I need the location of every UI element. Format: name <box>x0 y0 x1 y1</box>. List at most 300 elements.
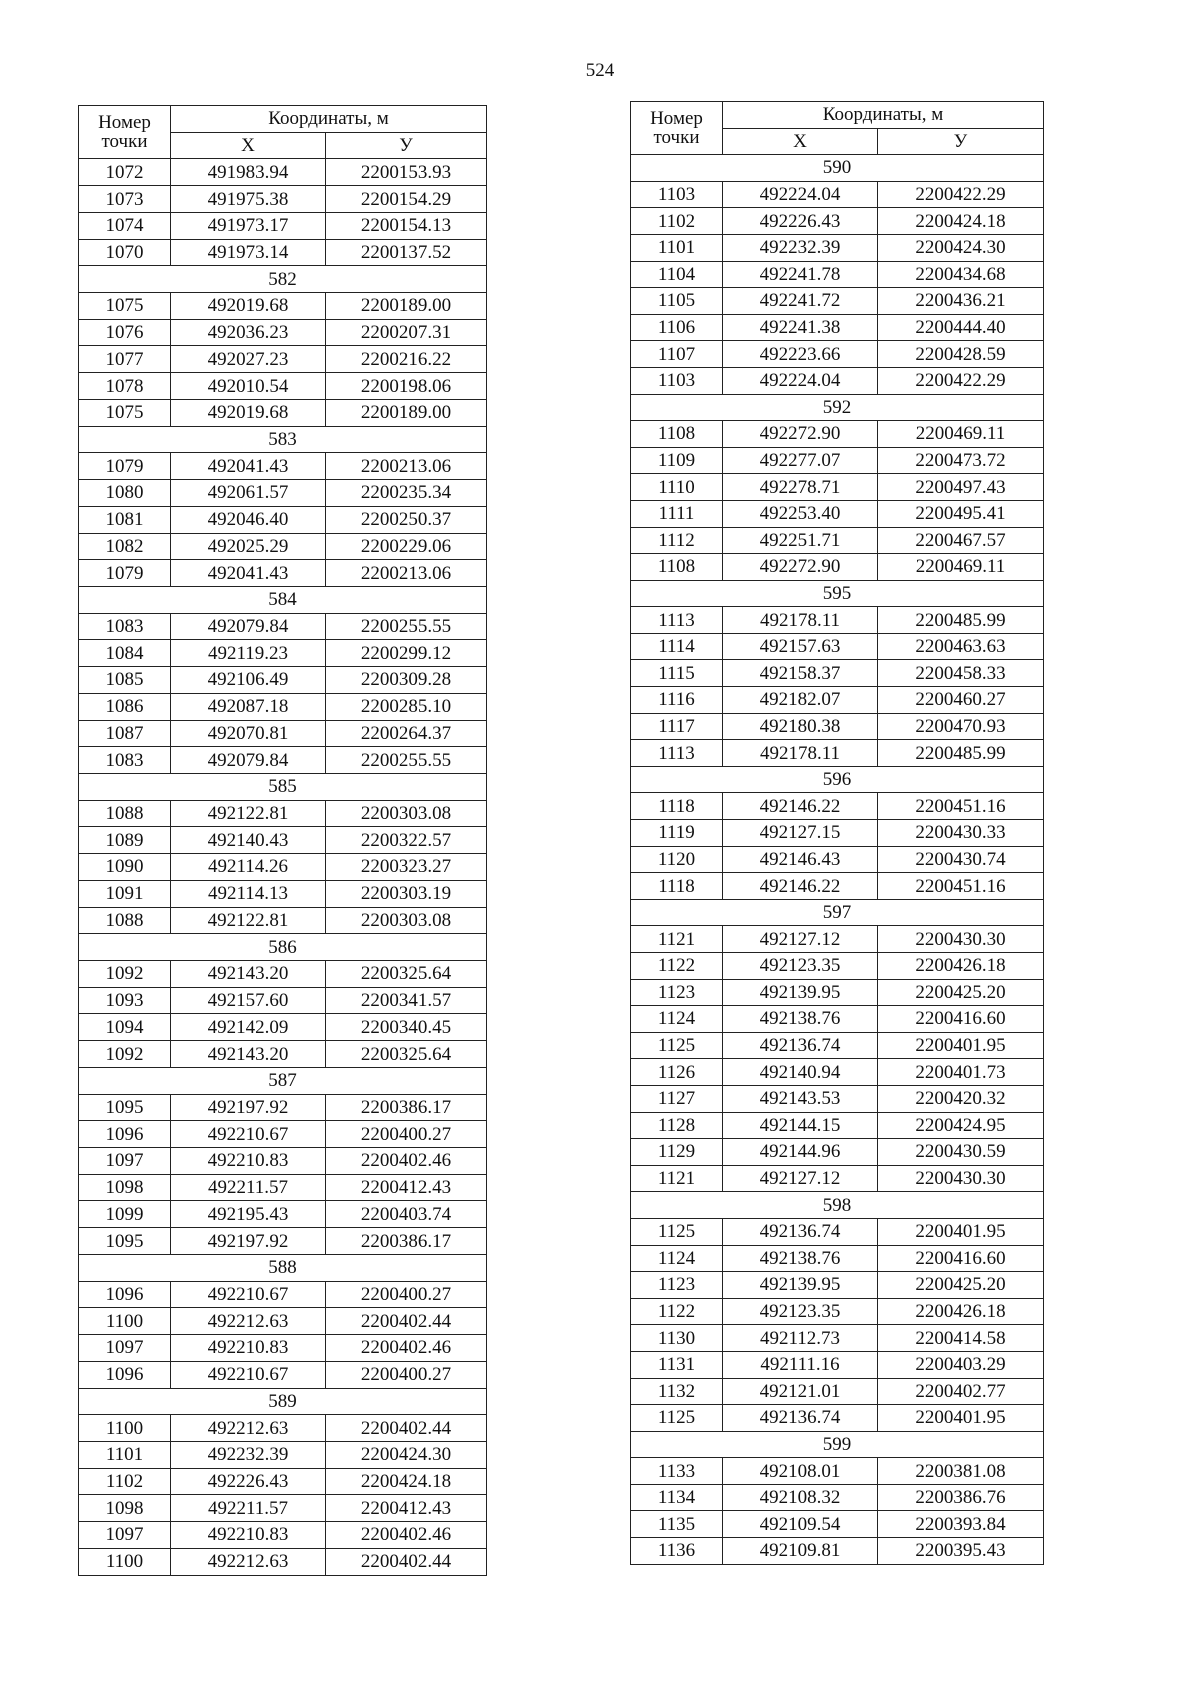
point-number-cell: 1134 <box>631 1484 723 1511</box>
table-row <box>631 554 1044 581</box>
point-number-cell: 1094 <box>79 1014 171 1041</box>
x-coordinate-cell: 492109.54 <box>723 1511 878 1538</box>
table-row <box>631 261 1044 288</box>
section-row <box>79 1254 487 1281</box>
y-coordinate-cell: 2200189.00 <box>326 293 487 320</box>
table-row <box>631 181 1044 208</box>
y-coordinate-cell: 2200213.06 <box>326 560 487 587</box>
x-coordinate-cell: 492123.35 <box>723 1298 878 1325</box>
y-coordinate-cell: 2200497.43 <box>878 474 1044 501</box>
x-coordinate-cell: 492223.66 <box>723 341 878 368</box>
x-coordinate-cell: 492140.94 <box>723 1059 878 1086</box>
section-row <box>79 426 487 453</box>
point-number-cell: 1096 <box>79 1281 171 1308</box>
section-number: 595 <box>631 580 1044 607</box>
table-row <box>79 693 487 720</box>
point-number-cell: 1128 <box>631 1112 723 1139</box>
y-coordinate-cell: 2200434.68 <box>878 261 1044 288</box>
point-number-cell: 1098 <box>79 1495 171 1522</box>
y-coordinate-cell: 2200424.30 <box>326 1441 487 1468</box>
page-number: 524 <box>585 60 615 81</box>
y-coordinate-cell: 2200430.74 <box>878 846 1044 873</box>
x-coordinate-cell: 492114.26 <box>171 854 326 881</box>
x-coordinate-cell: 492195.43 <box>171 1201 326 1228</box>
y-coordinate-cell: 2200416.60 <box>878 1006 1044 1033</box>
y-header: У <box>326 132 487 159</box>
table-row <box>79 613 487 640</box>
y-coordinate-cell: 2200235.34 <box>326 480 487 507</box>
table-row <box>631 607 1044 634</box>
point-number-cell: 1097 <box>79 1148 171 1175</box>
y-coordinate-cell: 2200198.06 <box>326 373 487 400</box>
point-number-cell: 1073 <box>79 186 171 213</box>
y-coordinate-cell: 2200495.41 <box>878 500 1044 527</box>
x-coordinate-cell: 492046.40 <box>171 506 326 533</box>
point-number-cell: 1123 <box>631 979 723 1006</box>
point-number-cell: 1070 <box>79 239 171 266</box>
section-row <box>79 1067 487 1094</box>
y-coordinate-cell: 2200402.44 <box>326 1415 487 1442</box>
table-row <box>631 1272 1044 1299</box>
table-row <box>79 1522 487 1549</box>
y-coordinate-cell: 2200414.58 <box>878 1325 1044 1352</box>
x-coordinate-cell: 492157.63 <box>723 633 878 660</box>
y-header: У <box>878 128 1044 155</box>
point-number-cell: 1130 <box>631 1325 723 1352</box>
y-coordinate-cell: 2200424.18 <box>326 1468 487 1495</box>
point-number-cell: 1100 <box>79 1548 171 1575</box>
coordinates-header: Координаты, м <box>723 102 1044 129</box>
x-coordinate-cell: 492119.23 <box>171 640 326 667</box>
point-number-cell: 1122 <box>631 953 723 980</box>
y-coordinate-cell: 2200401.95 <box>878 1032 1044 1059</box>
point-number-cell: 1125 <box>631 1032 723 1059</box>
x-coordinate-cell: 492123.35 <box>723 953 878 980</box>
table-row <box>79 1335 487 1362</box>
x-coordinate-cell: 492010.54 <box>171 373 326 400</box>
table-row <box>79 319 487 346</box>
y-coordinate-cell: 2200323.27 <box>326 854 487 881</box>
y-coordinate-cell: 2200403.74 <box>326 1201 487 1228</box>
point-number-cell: 1108 <box>631 554 723 581</box>
x-coordinate-cell: 492180.38 <box>723 713 878 740</box>
y-coordinate-cell: 2200137.52 <box>326 239 487 266</box>
table-row <box>79 1148 487 1175</box>
x-coordinate-cell: 492241.38 <box>723 314 878 341</box>
x-coordinate-cell: 492232.39 <box>171 1441 326 1468</box>
point-number-cell: 1112 <box>631 527 723 554</box>
y-coordinate-cell: 2200322.57 <box>326 827 487 854</box>
point-number-cell: 1092 <box>79 1041 171 1068</box>
table-row <box>631 1139 1044 1166</box>
table-row <box>79 1441 487 1468</box>
x-coordinate-cell: 492127.12 <box>723 926 878 953</box>
point-number-cell: 1113 <box>631 607 723 634</box>
x-coordinate-cell: 492157.60 <box>171 987 326 1014</box>
y-coordinate-cell: 2200400.27 <box>326 1121 487 1148</box>
table-row <box>631 367 1044 394</box>
point-number-cell: 1125 <box>631 1218 723 1245</box>
y-coordinate-cell: 2200403.29 <box>878 1351 1044 1378</box>
section-number: 588 <box>79 1254 487 1281</box>
section-number: 584 <box>79 586 487 613</box>
table-row <box>631 1032 1044 1059</box>
table-row <box>631 527 1044 554</box>
point-number-cell: 1100 <box>79 1308 171 1335</box>
section-row <box>79 773 487 800</box>
section-row <box>79 934 487 961</box>
section-number: 583 <box>79 426 487 453</box>
y-coordinate-cell: 2200216.22 <box>326 346 487 373</box>
table-row <box>631 793 1044 820</box>
y-coordinate-cell: 2200402.46 <box>326 1522 487 1549</box>
y-coordinate-cell: 2200229.06 <box>326 533 487 560</box>
x-coordinate-cell: 492109.81 <box>723 1538 878 1565</box>
table-row <box>79 800 487 827</box>
x-coordinate-cell: 492136.74 <box>723 1405 878 1432</box>
table-row <box>79 1361 487 1388</box>
y-coordinate-cell: 2200154.13 <box>326 212 487 239</box>
x-coordinate-cell: 492178.11 <box>723 740 878 767</box>
table-row <box>79 907 487 934</box>
point-number-cell: 1072 <box>79 159 171 186</box>
point-number-header <box>79 106 171 159</box>
x-coordinate-cell: 492226.43 <box>171 1468 326 1495</box>
table-row <box>631 314 1044 341</box>
point-number-cell: 1118 <box>631 873 723 900</box>
x-coordinate-cell: 492111.16 <box>723 1351 878 1378</box>
table-row <box>79 640 487 667</box>
x-coordinate-cell: 492036.23 <box>171 319 326 346</box>
table-row <box>79 667 487 694</box>
table-row <box>79 1014 487 1041</box>
table-row <box>79 1094 487 1121</box>
y-coordinate-cell: 2200386.17 <box>326 1094 487 1121</box>
table-row <box>79 1495 487 1522</box>
x-coordinate-cell: 492112.73 <box>723 1325 878 1352</box>
y-coordinate-cell: 2200189.00 <box>326 399 487 426</box>
point-number-cell: 1093 <box>79 987 171 1014</box>
table-row <box>79 399 487 426</box>
x-coordinate-cell: 492212.63 <box>171 1415 326 1442</box>
coordinates-table-right <box>630 101 1044 1565</box>
point-number-cell: 1121 <box>631 926 723 953</box>
x-coordinate-cell: 491983.94 <box>171 159 326 186</box>
table-row <box>631 421 1044 448</box>
x-coordinate-cell: 492182.07 <box>723 687 878 714</box>
section-number: 597 <box>631 899 1044 926</box>
point-number-cell: 1077 <box>79 346 171 373</box>
y-coordinate-cell: 2200430.30 <box>878 1165 1044 1192</box>
y-coordinate-cell: 2200401.95 <box>878 1218 1044 1245</box>
x-coordinate-cell: 492241.78 <box>723 261 878 288</box>
point-number-cell: 1108 <box>631 421 723 448</box>
table-row <box>79 1174 487 1201</box>
table-row <box>631 1165 1044 1192</box>
section-row <box>79 266 487 293</box>
y-coordinate-cell: 2200425.20 <box>878 979 1044 1006</box>
section-row <box>631 394 1044 421</box>
x-coordinate-cell: 492041.43 <box>171 453 326 480</box>
y-coordinate-cell: 2200299.12 <box>326 640 487 667</box>
y-coordinate-cell: 2200458.33 <box>878 660 1044 687</box>
section-number: 585 <box>79 773 487 800</box>
table-row <box>79 720 487 747</box>
table-row <box>79 880 487 907</box>
y-coordinate-cell: 2200463.63 <box>878 633 1044 660</box>
section-row <box>631 899 1044 926</box>
y-coordinate-cell: 2200325.64 <box>326 961 487 988</box>
y-coordinate-cell: 2200451.16 <box>878 793 1044 820</box>
y-coordinate-cell: 2200436.21 <box>878 288 1044 315</box>
x-coordinate-cell: 492139.95 <box>723 979 878 1006</box>
section-number: 599 <box>631 1431 1044 1458</box>
y-coordinate-cell: 2200213.06 <box>326 453 487 480</box>
y-coordinate-cell: 2200444.40 <box>878 314 1044 341</box>
table-row <box>631 1351 1044 1378</box>
x-coordinate-cell: 492041.43 <box>171 560 326 587</box>
table-row <box>631 500 1044 527</box>
table-row <box>631 1112 1044 1139</box>
table-row <box>631 1085 1044 1112</box>
x-coordinate-cell: 491975.38 <box>171 186 326 213</box>
coordinates-header: Координаты, м <box>171 106 487 133</box>
x-coordinate-cell: 492143.20 <box>171 1041 326 1068</box>
y-coordinate-cell: 2200469.11 <box>878 554 1044 581</box>
table-row <box>631 1405 1044 1432</box>
x-coordinate-cell: 491973.14 <box>171 239 326 266</box>
point-number-cell: 1078 <box>79 373 171 400</box>
y-coordinate-cell: 2200467.57 <box>878 527 1044 554</box>
table-row <box>631 341 1044 368</box>
table-row <box>631 713 1044 740</box>
x-coordinate-cell: 492121.01 <box>723 1378 878 1405</box>
point-number-cell: 1088 <box>79 907 171 934</box>
x-coordinate-cell: 492272.90 <box>723 554 878 581</box>
table-row <box>79 827 487 854</box>
y-coordinate-cell: 2200255.55 <box>326 613 487 640</box>
point-number-cell: 1103 <box>631 367 723 394</box>
y-coordinate-cell: 2200386.17 <box>326 1228 487 1255</box>
table-row <box>631 1245 1044 1272</box>
x-coordinate-cell: 492070.81 <box>171 720 326 747</box>
y-coordinate-cell: 2200425.20 <box>878 1272 1044 1299</box>
table-row <box>79 159 487 186</box>
point-number-cell: 1103 <box>631 181 723 208</box>
table-row <box>631 1298 1044 1325</box>
x-coordinate-cell: 492210.67 <box>171 1361 326 1388</box>
y-coordinate-cell: 2200393.84 <box>878 1511 1044 1538</box>
point-number-cell: 1115 <box>631 660 723 687</box>
table-row <box>631 1006 1044 1033</box>
point-number-cell: 1129 <box>631 1139 723 1166</box>
y-coordinate-cell: 2200303.08 <box>326 800 487 827</box>
table-row <box>79 293 487 320</box>
point-number-cell: 1092 <box>79 961 171 988</box>
header-row-top <box>631 102 1044 129</box>
section-row <box>79 586 487 613</box>
table-row <box>631 474 1044 501</box>
table-row <box>631 633 1044 660</box>
point-number-cell: 1097 <box>79 1335 171 1362</box>
point-number-header-line2: точки <box>653 127 700 149</box>
point-number-cell: 1132 <box>631 1378 723 1405</box>
y-coordinate-cell: 2200422.29 <box>878 181 1044 208</box>
point-number-cell: 1104 <box>631 261 723 288</box>
x-coordinate-cell: 492143.20 <box>171 961 326 988</box>
point-number-cell: 1088 <box>79 800 171 827</box>
x-coordinate-cell: 492140.43 <box>171 827 326 854</box>
table-row <box>631 1378 1044 1405</box>
table-row <box>631 234 1044 261</box>
point-number-cell: 1084 <box>79 640 171 667</box>
table-row <box>631 846 1044 873</box>
point-number-cell: 1087 <box>79 720 171 747</box>
point-number-cell: 1074 <box>79 212 171 239</box>
y-coordinate-cell: 2200401.73 <box>878 1059 1044 1086</box>
point-number-cell: 1086 <box>79 693 171 720</box>
x-coordinate-cell: 492139.95 <box>723 1272 878 1299</box>
point-number-cell: 1117 <box>631 713 723 740</box>
x-header: X <box>171 132 326 159</box>
coordinates-table-body <box>79 159 487 1575</box>
point-number-cell: 1124 <box>631 1006 723 1033</box>
table-row <box>631 208 1044 235</box>
section-row <box>631 1192 1044 1219</box>
x-coordinate-cell: 492210.67 <box>171 1281 326 1308</box>
point-number-cell: 1133 <box>631 1458 723 1485</box>
table-row <box>79 1281 487 1308</box>
x-coordinate-cell: 492210.83 <box>171 1335 326 1362</box>
point-number-cell: 1113 <box>631 740 723 767</box>
point-number-cell: 1095 <box>79 1094 171 1121</box>
table-row <box>79 1548 487 1575</box>
x-coordinate-cell: 492108.32 <box>723 1484 878 1511</box>
x-coordinate-cell: 492272.90 <box>723 421 878 448</box>
point-number-cell: 1131 <box>631 1351 723 1378</box>
table-row <box>631 740 1044 767</box>
y-coordinate-cell: 2200340.45 <box>326 1014 487 1041</box>
table-row <box>631 687 1044 714</box>
coordinates-table-left <box>78 105 487 1576</box>
point-number-cell: 1096 <box>79 1361 171 1388</box>
table-row <box>79 506 487 533</box>
x-coordinate-cell: 492127.12 <box>723 1165 878 1192</box>
point-number-cell: 1079 <box>79 453 171 480</box>
point-number-cell: 1100 <box>79 1415 171 1442</box>
y-coordinate-cell: 2200303.19 <box>326 880 487 907</box>
point-number-cell: 1109 <box>631 447 723 474</box>
point-number-cell: 1090 <box>79 854 171 881</box>
table-row <box>79 1468 487 1495</box>
x-coordinate-cell: 492210.67 <box>171 1121 326 1148</box>
x-coordinate-cell: 492277.07 <box>723 447 878 474</box>
x-coordinate-cell: 492211.57 <box>171 1174 326 1201</box>
section-number: 598 <box>631 1192 1044 1219</box>
y-coordinate-cell: 2200430.59 <box>878 1139 1044 1166</box>
y-coordinate-cell: 2200207.31 <box>326 319 487 346</box>
point-number-cell: 1105 <box>631 288 723 315</box>
x-coordinate-cell: 492138.76 <box>723 1245 878 1272</box>
point-number-cell: 1119 <box>631 820 723 847</box>
y-coordinate-cell: 2200250.37 <box>326 506 487 533</box>
y-coordinate-cell: 2200402.46 <box>326 1335 487 1362</box>
y-coordinate-cell: 2200460.27 <box>878 687 1044 714</box>
x-coordinate-cell: 492210.83 <box>171 1148 326 1175</box>
x-coordinate-cell: 492178.11 <box>723 607 878 634</box>
point-number-cell: 1101 <box>79 1441 171 1468</box>
x-coordinate-cell: 492251.71 <box>723 527 878 554</box>
point-number-cell: 1114 <box>631 633 723 660</box>
point-number-cell: 1075 <box>79 399 171 426</box>
y-coordinate-cell: 2200400.27 <box>326 1361 487 1388</box>
x-coordinate-cell: 491973.17 <box>171 212 326 239</box>
table-row <box>631 979 1044 1006</box>
x-coordinate-cell: 492144.96 <box>723 1139 878 1166</box>
y-coordinate-cell: 2200426.18 <box>878 1298 1044 1325</box>
point-number-cell: 1126 <box>631 1059 723 1086</box>
table-row <box>79 1308 487 1335</box>
section-number: 587 <box>79 1067 487 1094</box>
y-coordinate-cell: 2200428.59 <box>878 341 1044 368</box>
x-coordinate-cell: 492138.76 <box>723 1006 878 1033</box>
y-coordinate-cell: 2200303.08 <box>326 907 487 934</box>
point-number-cell: 1101 <box>631 234 723 261</box>
point-number-cell: 1096 <box>79 1121 171 1148</box>
point-number-header-line1: Номер <box>650 108 703 130</box>
point-number-cell: 1076 <box>79 319 171 346</box>
section-row <box>631 580 1044 607</box>
table-row <box>631 1538 1044 1565</box>
x-coordinate-cell: 492211.57 <box>171 1495 326 1522</box>
y-coordinate-cell: 2200285.10 <box>326 693 487 720</box>
point-number-cell: 1082 <box>79 533 171 560</box>
x-coordinate-cell: 492027.23 <box>171 346 326 373</box>
point-number-cell: 1127 <box>631 1085 723 1112</box>
point-number-cell: 1136 <box>631 1538 723 1565</box>
table-row <box>79 1415 487 1442</box>
table-row <box>79 1041 487 1068</box>
point-number-cell: 1089 <box>79 827 171 854</box>
point-number-cell: 1098 <box>79 1174 171 1201</box>
point-number-cell: 1102 <box>79 1468 171 1495</box>
point-number-cell: 1123 <box>631 1272 723 1299</box>
section-number: 592 <box>631 394 1044 421</box>
section-number: 589 <box>79 1388 487 1415</box>
y-coordinate-cell: 2200416.60 <box>878 1245 1044 1272</box>
x-coordinate-cell: 492136.74 <box>723 1218 878 1245</box>
x-coordinate-cell: 492197.92 <box>171 1228 326 1255</box>
y-coordinate-cell: 2200430.30 <box>878 926 1044 953</box>
point-number-cell: 1095 <box>79 1228 171 1255</box>
x-coordinate-cell: 492232.39 <box>723 234 878 261</box>
table-row <box>79 186 487 213</box>
table-row <box>79 346 487 373</box>
point-number-header-line2: точки <box>101 131 148 153</box>
point-number-header-line1: Номер <box>98 112 151 134</box>
table-row <box>631 953 1044 980</box>
point-number-cell: 1080 <box>79 480 171 507</box>
table-row <box>631 1511 1044 1538</box>
table-row <box>79 560 487 587</box>
y-coordinate-cell: 2200264.37 <box>326 720 487 747</box>
y-coordinate-cell: 2200485.99 <box>878 740 1044 767</box>
header-row-top <box>79 106 487 133</box>
y-coordinate-cell: 2200469.11 <box>878 421 1044 448</box>
x-coordinate-cell: 492226.43 <box>723 208 878 235</box>
y-coordinate-cell: 2200255.55 <box>326 747 487 774</box>
point-number-cell: 1121 <box>631 1165 723 1192</box>
